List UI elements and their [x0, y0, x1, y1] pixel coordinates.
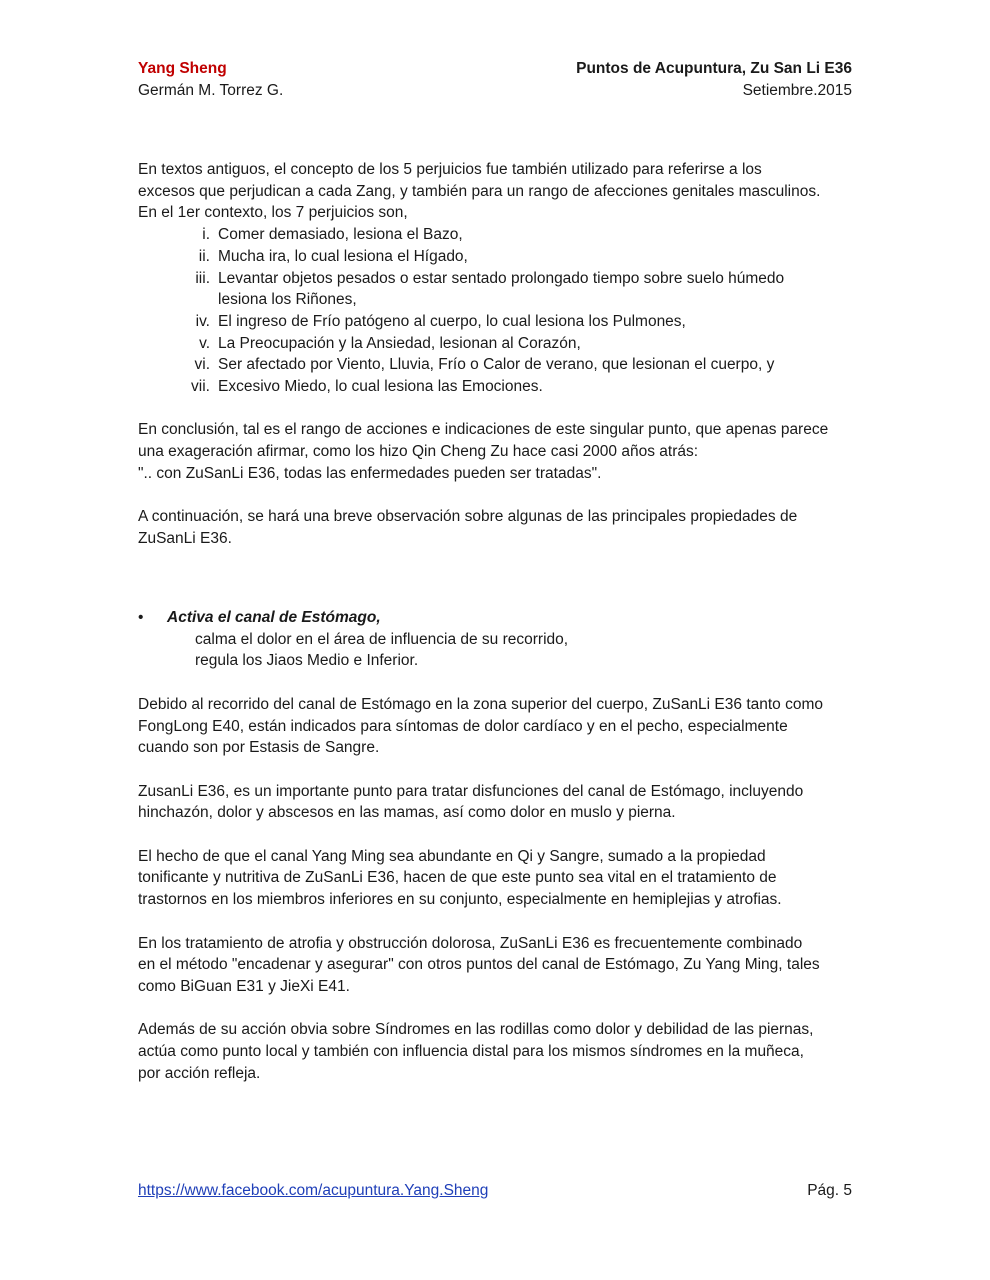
- bullet-item: [138, 607, 854, 629]
- perjuicios-list: [138, 224, 854, 398]
- page-footer: [138, 1180, 852, 1202]
- list-item: iii. Levantar objetos pesados o estar sentado prolongado tiempo sobre suelo húmedo lesiona los Riñones,: [195, 269, 785, 309]
- continuation-paragraph: A continuación, se hará una breve observación sobre algunas de las principales propiedades de ZuSanLi E36.: [138, 508, 798, 547]
- bullet-subline: calma el dolor en el área de influencia de su recorrido,: [195, 630, 569, 648]
- bullet-icon: •: [138, 609, 144, 627]
- header-author: Germán M. Torrez G.: [138, 82, 284, 99]
- intro-paragraph: En textos antiguos, el concepto de los 5 perjuicios fue también utilizado para referirse a los excesos que perjudican a cada Zang, y también para un rango de afecciones genitales masculinos. En el 1er contexto, los 7 perjuicios son,: [138, 161, 821, 222]
- document-body: [138, 159, 854, 1084]
- paragraph-5: Además de su acción obvia sobre Síndromes en las rodillas como dolor y debilidad de las piernas, actúa como punto local y también con influencia distal para los mismos síndromes en la muñeca, por acción refleja.: [138, 1021, 814, 1082]
- paragraph-3: El hecho de que el canal Yang Ming sea abundante en Qi y Sangre, sumado a la propiedad tonificante y nutritiva de ZuSanLi E36, hacen de que este punto sea vital en el tratamiento de trastornos en los miembros inferiores en su conjunto, especialmente en hemiplejias y atrofias.: [138, 847, 782, 909]
- header-brand: Yang Sheng: [138, 60, 227, 77]
- bullet-title: Activa el canal de Estómago,: [167, 609, 381, 627]
- conclusion-paragraph: En conclusión, tal es el rango de acciones e indicaciones de este singular punto, que apenas parece una exageración afirmar, como los hizo Qin Cheng Zu hace casi 2000 años atrás: ".. con ZuSanLi E36, todas las enfermedades pueden ser tratadas".: [138, 421, 829, 482]
- page-number: Pág. 5: [807, 1182, 852, 1199]
- facebook-link[interactable]: https://www.facebook.com/acupuntura.Yang.Sheng: [138, 1182, 489, 1199]
- paragraph-4: En los tratamiento de atrofia y obstrucción dolorosa, ZuSanLi E36 es frecuentemente combinado en el método "encadenar y asegurar" con otros puntos del canal de Estómago, Zu Yang Ming, tales como BiGuan E31 y JieXi E41.: [138, 934, 820, 995]
- paragraph-2: ZusanLi E36, es un importante punto para tratar disfunciones del canal de Estómago, incluyendo hinchazón, dolor y abscesos en las mamas, así como dolor en muslo y pierna.: [138, 782, 804, 822]
- list-item: vi. Ser afectado por Viento, Lluvia, Frío o Calor de verano, que lesionan el cuerpo, y: [194, 356, 775, 374]
- list-item: vii. Excesivo Miedo, lo cual lesiona las Emociones.: [191, 378, 543, 396]
- paragraph-1: Debido al recorrido del canal de Estómago en la zona superior del cuerpo, ZuSanLi E36 tanto como FongLong E40, están indicados para síntomas de dolor cardíaco y en el pecho, especialmente cuando son por Estasis de Sangre.: [138, 695, 823, 757]
- bullet-subline: regula los Jiaos Medio e Inferior.: [195, 652, 419, 670]
- header-date: Setiembre.2015: [742, 82, 852, 99]
- list-item: iv. El ingreso de Frío patógeno al cuerpo, lo cual lesiona los Pulmones,: [195, 312, 686, 330]
- header-title: Puntos de Acupuntura, Zu San Li E36: [576, 60, 852, 77]
- list-item: v. La Preocupación y la Ansiedad, lesionan al Corazón,: [199, 334, 581, 352]
- list-item: ii. Mucha ira, lo cual lesiona el Hígado,: [198, 247, 468, 265]
- list-item: i. Comer demasiado, lesiona el Bazo,: [202, 226, 463, 244]
